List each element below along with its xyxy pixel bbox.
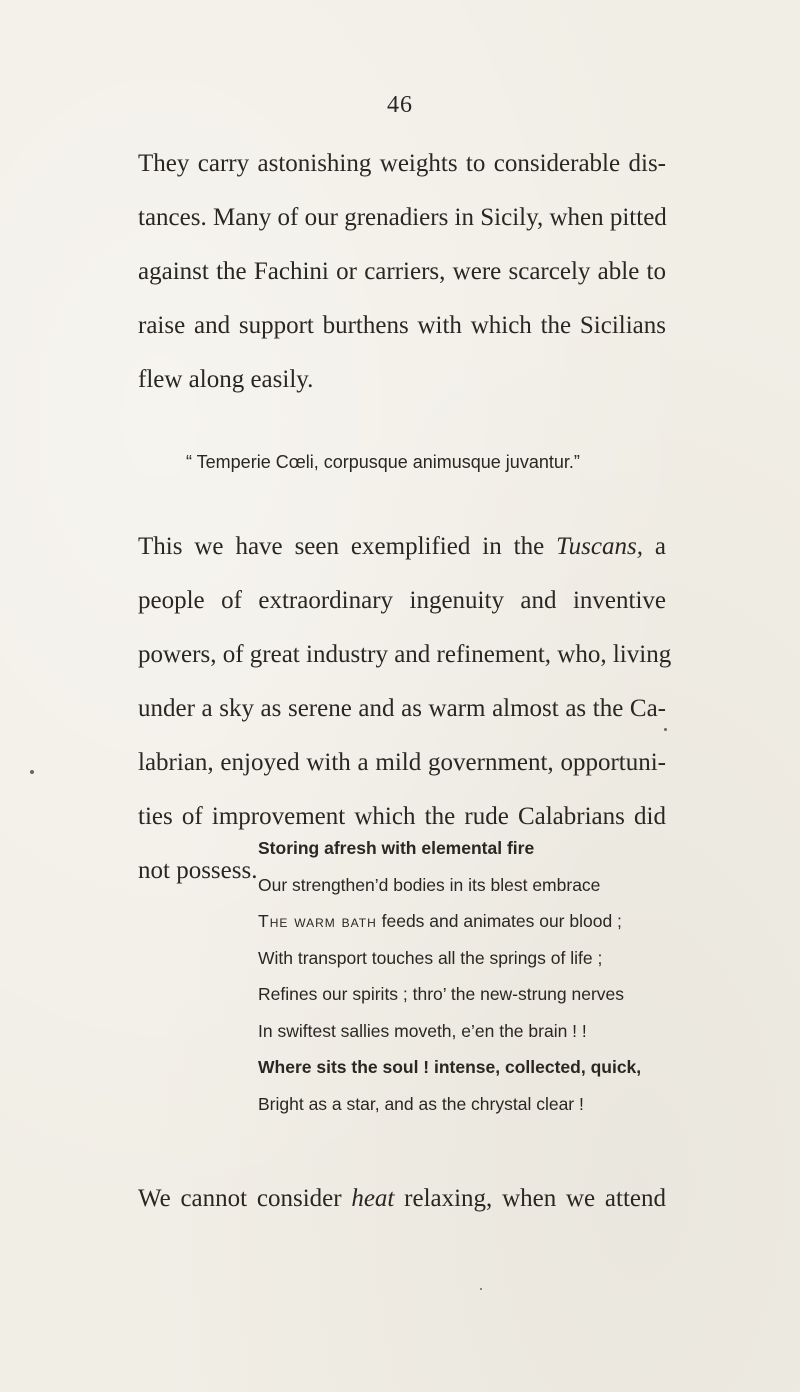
- text-line: under a sky as serene and as warm almost as the Ca-: [138, 695, 666, 722]
- closing-line: [138, 1172, 666, 1226]
- page-number: 46: [387, 92, 413, 118]
- verse-line: Refines our spirits ; thro’ the new-strung nerves: [258, 984, 625, 1004]
- verse-line: Our strengthen’d bodies in its blest embrace: [258, 874, 601, 895]
- text-line: labrian, enjoyed with a mild government, opportuni-: [138, 749, 666, 776]
- text-segment: relaxing, when we attend: [394, 1185, 666, 1212]
- text-segment: a: [642, 533, 666, 560]
- paper-speck: [664, 728, 667, 731]
- text-line: not possess.: [138, 857, 258, 884]
- verse-line: Bright as a star, and as the chrystal clear !: [258, 1093, 584, 1114]
- verse-line: Storing afresh with elemental fire: [258, 838, 535, 858]
- verse-line: With transport touches all the springs of life ;: [258, 947, 603, 968]
- text-line: against the Fachini or carriers, were scarcely able to: [138, 258, 666, 285]
- italic-word: Tuscans,: [556, 533, 643, 560]
- paper-speck: [480, 1288, 482, 1290]
- text-line: [138, 520, 666, 574]
- text-segment: We cannot consider: [138, 1185, 352, 1212]
- text-line: They carry astonishing weights to considerable dis-: [138, 150, 666, 177]
- text-segment: This we have seen exemplified in the: [138, 533, 557, 560]
- text-line: tances. Many of our grenadiers in Sicily, when pitted: [138, 204, 667, 231]
- text-line: raise and support burthens with which the Sicilians: [138, 312, 666, 339]
- text-line: people of extraordinary ingenuity and inventive: [138, 587, 666, 614]
- paragraph-fachini: [138, 137, 666, 407]
- verse-line: [258, 903, 678, 940]
- text-line: ties of improvement which the rude Calabrians did: [138, 803, 666, 830]
- verse-quotation: [258, 830, 678, 1122]
- text-line: flew along easily.: [138, 366, 314, 393]
- small-caps-phrase: The warm bath: [258, 911, 377, 931]
- text-line: powers, of great industry and refinement, who, living: [138, 641, 672, 668]
- verse-line: In swiftest sallies moveth, e’en the brain ! !: [258, 1020, 587, 1041]
- latin-motto: “ Temperie Cœli, corpusque animusque juvantur.”: [186, 452, 580, 472]
- italic-word: heat: [351, 1185, 395, 1212]
- text-segment: feeds and animates our blood ;: [376, 911, 622, 931]
- paper-speck: [30, 770, 34, 774]
- verse-line: Where sits the soul ! intense, collected, quick,: [258, 1057, 642, 1077]
